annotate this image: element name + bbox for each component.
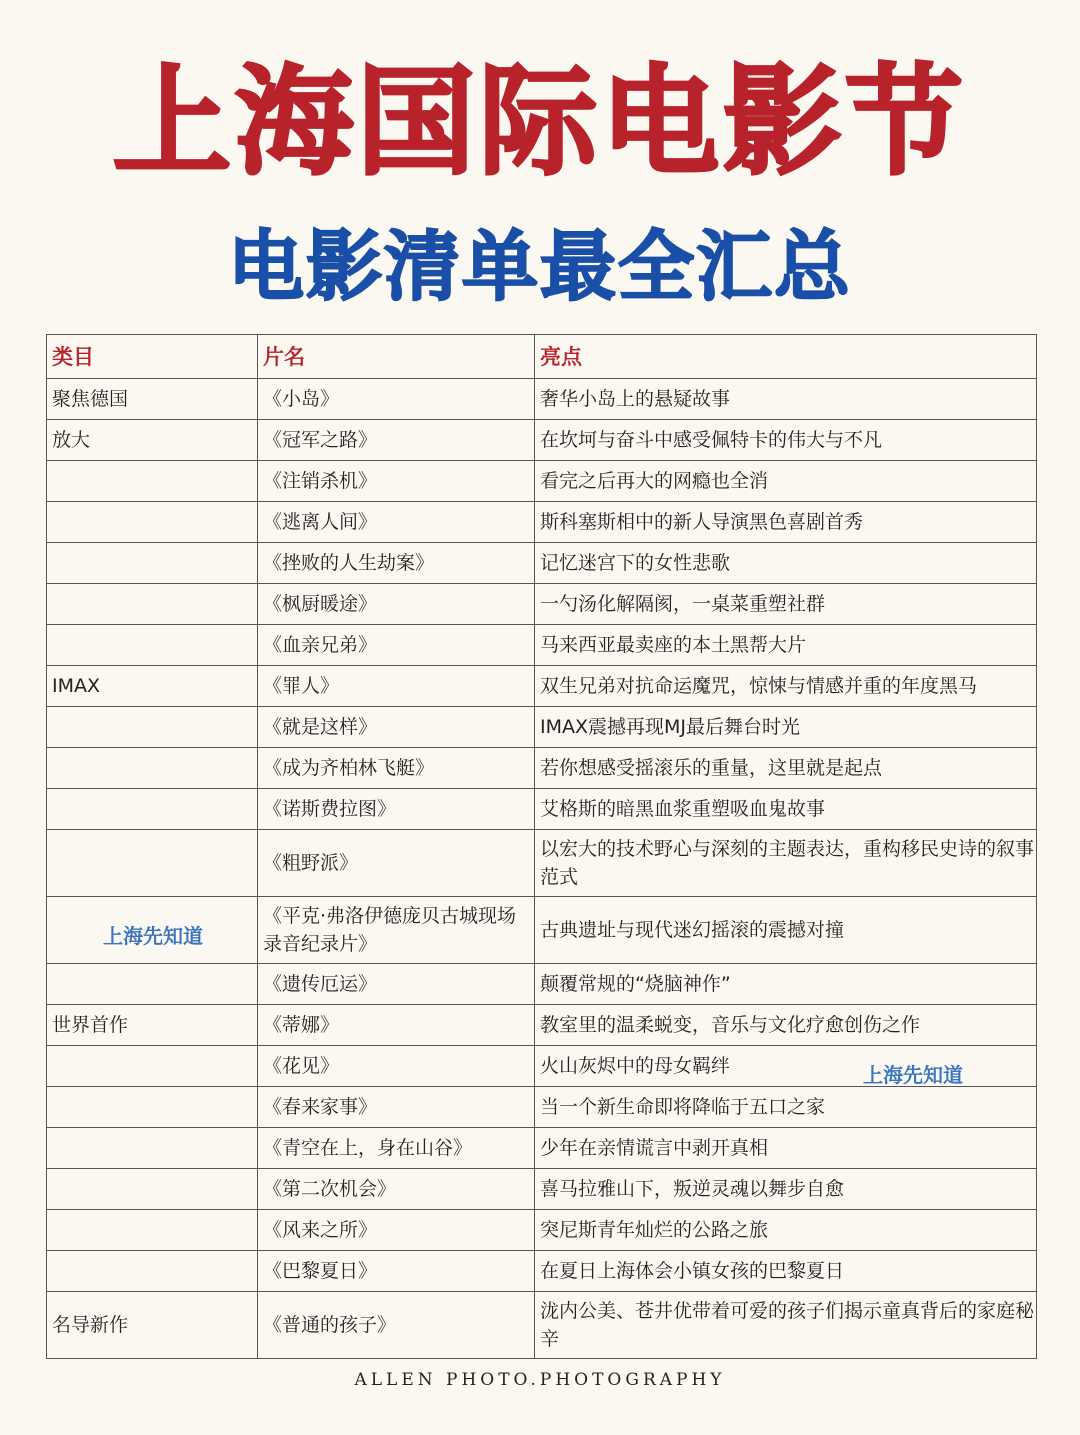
row-title: 《粗野派》 bbox=[258, 830, 535, 897]
table-row bbox=[47, 666, 1037, 707]
row-category bbox=[47, 1169, 258, 1210]
row-highlight: 若你想感受摇滚乐的重量，这里就是起点 bbox=[535, 748, 1037, 789]
row-category bbox=[47, 461, 258, 502]
film-table bbox=[46, 334, 1037, 1359]
row-highlight: 在夏日上海体会小镇女孩的巴黎夏日 bbox=[535, 1251, 1037, 1292]
table-row bbox=[47, 1169, 1037, 1210]
row-title: 《风来之所》 bbox=[258, 1210, 535, 1251]
row-category bbox=[47, 543, 258, 584]
row-category: 世界首作 bbox=[47, 1005, 258, 1046]
row-category bbox=[47, 625, 258, 666]
row-highlight: 教室里的温柔蜕变，音乐与文化疗愈创伤之作 bbox=[535, 1005, 1037, 1046]
row-title: 《遗传厄运》 bbox=[258, 964, 535, 1005]
row-category bbox=[47, 502, 258, 543]
row-title: 《春来家事》 bbox=[258, 1087, 535, 1128]
row-category bbox=[47, 830, 258, 897]
row-title: 《平克·弗洛伊德庞贝古城现场录音纪录片》 bbox=[258, 897, 535, 964]
row-highlight: 一勺汤化解隔阂，一桌菜重塑社群 bbox=[535, 584, 1037, 625]
row-title: 《普通的孩子》 bbox=[258, 1292, 535, 1359]
header-title: 片名 bbox=[258, 335, 535, 379]
row-title: 《逃离人间》 bbox=[258, 502, 535, 543]
row-title: 《枫厨暖途》 bbox=[258, 584, 535, 625]
row-title: 《就是这样》 bbox=[258, 707, 535, 748]
row-highlight: 当一个新生命即将降临于五口之家 bbox=[535, 1087, 1037, 1128]
table-row bbox=[47, 789, 1037, 830]
row-category bbox=[47, 584, 258, 625]
row-highlight: 在坎坷与奋斗中感受佩特卡的伟大与不凡 bbox=[535, 420, 1037, 461]
row-highlight: 喜马拉雅山下，叛逆灵魂以舞步自愈 bbox=[535, 1169, 1037, 1210]
row-highlight: 马来西亚最卖座的本土黑帮大片 bbox=[535, 625, 1037, 666]
row-title: 《蒂娜》 bbox=[258, 1005, 535, 1046]
watermark-text: 上海先知道 bbox=[863, 1063, 963, 1087]
row-highlight: 看完之后再大的网瘾也全消 bbox=[535, 461, 1037, 502]
table-row bbox=[47, 502, 1037, 543]
row-category bbox=[47, 707, 258, 748]
row-highlight: 古典遗址与现代迷幻摇滚的震撼对撞 bbox=[535, 897, 1037, 964]
row-title: 《罪人》 bbox=[258, 666, 535, 707]
table-row bbox=[47, 625, 1037, 666]
row-highlight: 双生兄弟对抗命运魔咒，惊悚与情感并重的年度黑马 bbox=[535, 666, 1037, 707]
row-title: 《挫败的人生劫案》 bbox=[258, 543, 535, 584]
row-category: IMAX bbox=[47, 666, 258, 707]
table-row bbox=[47, 461, 1037, 502]
row-category: 名导新作 bbox=[47, 1292, 258, 1359]
row-highlight: 少年在亲情谎言中剥开真相 bbox=[535, 1128, 1037, 1169]
row-title: 《巴黎夏日》 bbox=[258, 1251, 535, 1292]
table-row bbox=[47, 1210, 1037, 1251]
table-row bbox=[47, 379, 1037, 420]
row-highlight: 颠覆常规的“烧脑神作” bbox=[535, 964, 1037, 1005]
row-title: 《注销杀机》 bbox=[258, 461, 535, 502]
table-row bbox=[47, 707, 1037, 748]
row-category bbox=[47, 789, 258, 830]
row-category bbox=[47, 1210, 258, 1251]
table-row bbox=[47, 1005, 1037, 1046]
row-category bbox=[47, 1251, 258, 1292]
watermark-text: 上海先知道 bbox=[103, 924, 203, 948]
table-header-row bbox=[47, 335, 1037, 379]
row-category bbox=[47, 1087, 258, 1128]
table-row bbox=[47, 1087, 1037, 1128]
page-subtitle: 电影清单最全汇总 bbox=[228, 222, 852, 311]
table-row bbox=[47, 748, 1037, 789]
row-category bbox=[47, 1046, 258, 1087]
row-highlight: 火山灰烬中的母女羁绊 bbox=[535, 1046, 1037, 1087]
page-title: 上海国际电影节 bbox=[112, 53, 967, 191]
table-row bbox=[47, 1251, 1037, 1292]
row-title: 《青空在上，身在山谷》 bbox=[258, 1128, 535, 1169]
row-title: 《花见》 bbox=[258, 1046, 535, 1087]
row-highlight: IMAX震撼再现MJ最后舞台时光 bbox=[535, 707, 1037, 748]
table-row bbox=[47, 543, 1037, 584]
row-highlight: 记忆迷宫下的女性悲歌 bbox=[535, 543, 1037, 584]
header-category: 类目 bbox=[47, 335, 258, 379]
row-title: 《小岛》 bbox=[258, 379, 535, 420]
header-highlight: 亮点 bbox=[535, 335, 1037, 379]
row-highlight: 以宏大的技术野心与深刻的主题表达，重构移民史诗的叙事范式 bbox=[535, 830, 1037, 897]
row-category bbox=[47, 748, 258, 789]
row-highlight: 奢华小岛上的悬疑故事 bbox=[535, 379, 1037, 420]
table-row bbox=[47, 830, 1037, 897]
row-highlight: 泷内公美、苍井优带着可爱的孩子们揭示童真背后的家庭秘辛 bbox=[535, 1292, 1037, 1359]
row-title: 《冠军之路》 bbox=[258, 420, 535, 461]
row-title: 《诺斯费拉图》 bbox=[258, 789, 535, 830]
row-highlight: 艾格斯的暗黑血浆重塑吸血鬼故事 bbox=[535, 789, 1037, 830]
row-category: 聚焦德国 bbox=[47, 379, 258, 420]
row-highlight: 突尼斯青年灿烂的公路之旅 bbox=[535, 1210, 1037, 1251]
table-row bbox=[47, 964, 1037, 1005]
row-title: 《成为齐柏林飞艇》 bbox=[258, 748, 535, 789]
table-row bbox=[47, 584, 1037, 625]
row-title: 《第二次机会》 bbox=[258, 1169, 535, 1210]
table-row bbox=[47, 420, 1037, 461]
photographer-credit: ALLEN PHOTO.PHOTOGRAPHY bbox=[354, 1370, 726, 1390]
row-title: 《血亲兄弟》 bbox=[258, 625, 535, 666]
table-row bbox=[47, 1128, 1037, 1169]
row-highlight: 斯科塞斯相中的新人导演黑色喜剧首秀 bbox=[535, 502, 1037, 543]
table-row bbox=[47, 1292, 1037, 1359]
row-category bbox=[47, 964, 258, 1005]
row-category: 放大 bbox=[47, 420, 258, 461]
row-category bbox=[47, 1128, 258, 1169]
